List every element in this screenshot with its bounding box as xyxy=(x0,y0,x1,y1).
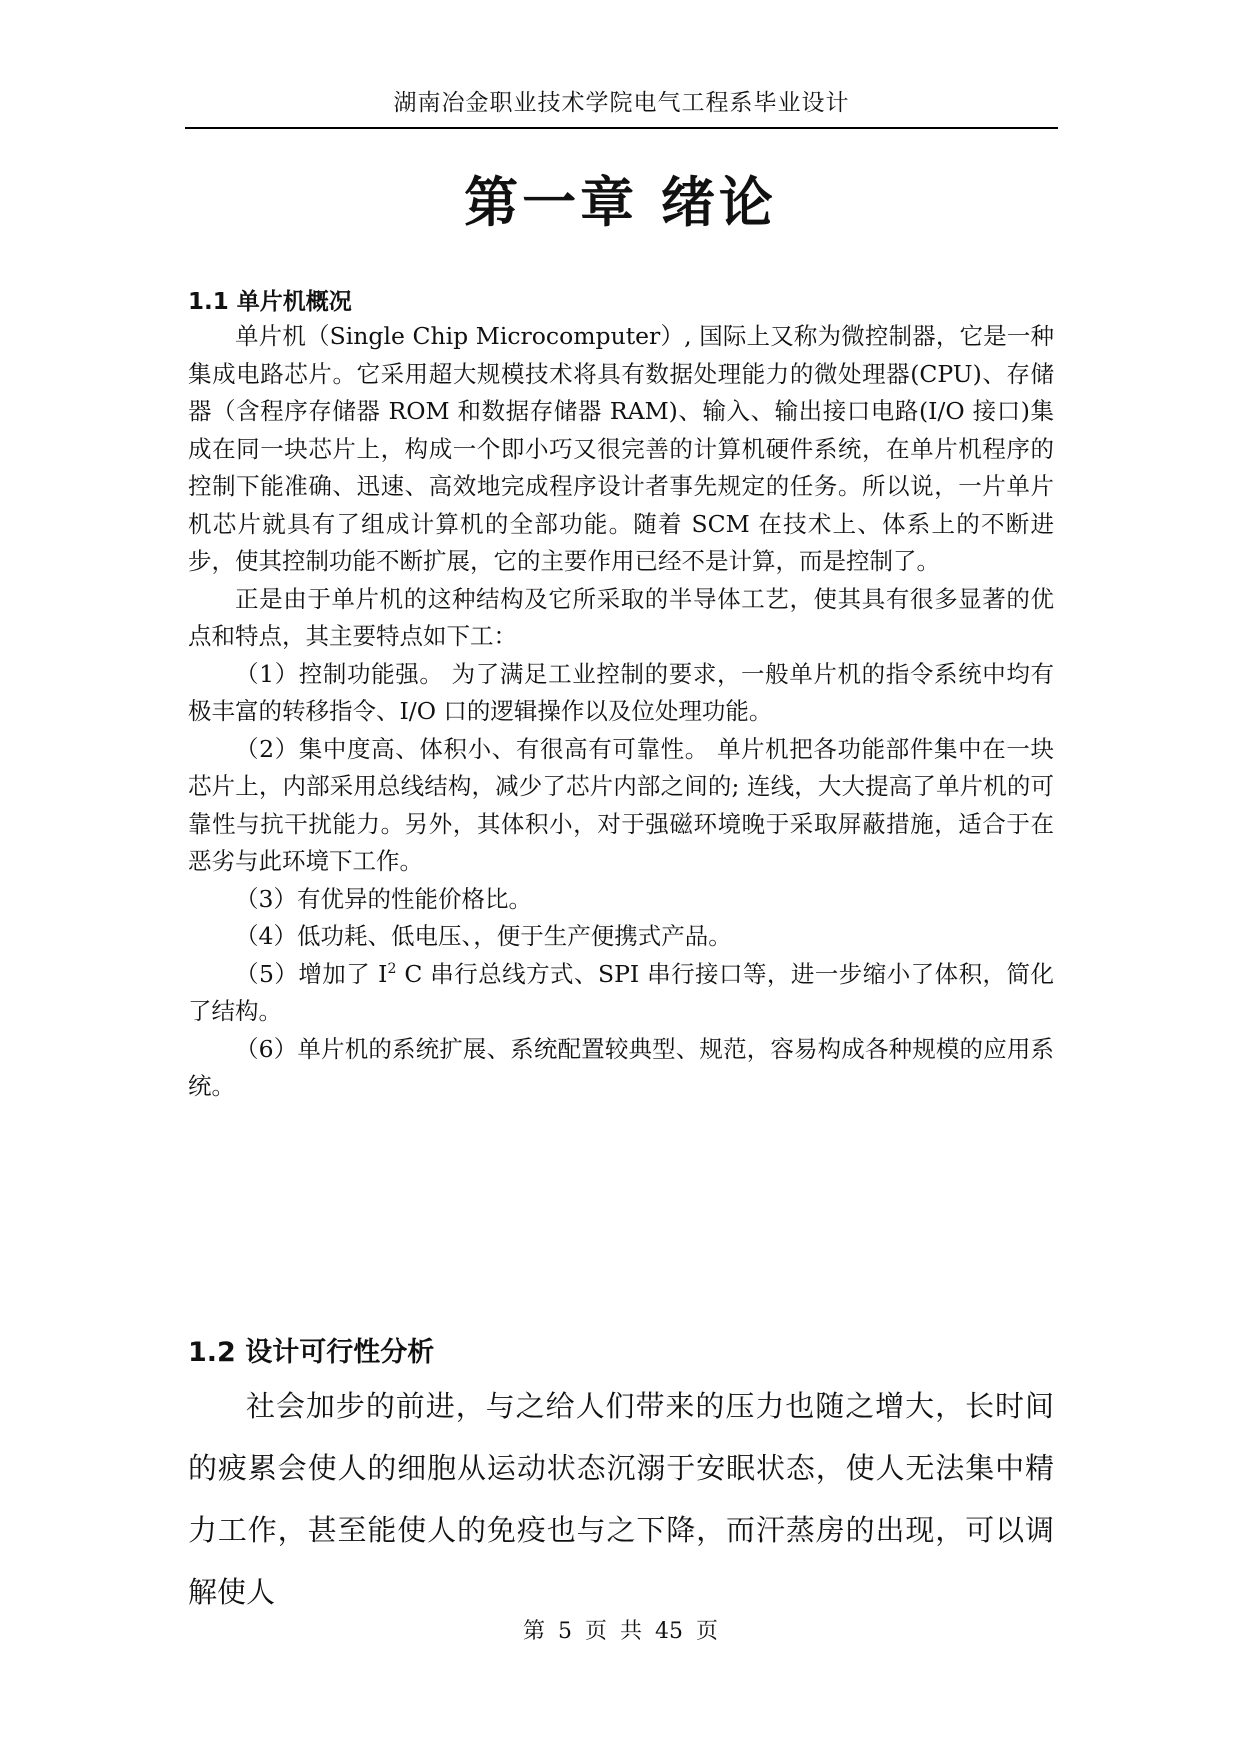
list-item: （6）单片机的系统扩展、系统配置较典型、规范，容易构成各种规模的应用系统。 xyxy=(188,1034,1054,1100)
list-item: （2）集中度高、体积小、有很高有可靠性。 单片机把各功能部件集中在一块芯片上，内部采用总线结构，减少了芯片内部之间的; 连线，大大提高了单片机的可靠性与抗干扰能力。另外，其体积小，对于强磁环境晚于采取屏蔽措施，适合于在恶劣与此环境下工作。 xyxy=(188,734,1054,875)
superscript: 2 xyxy=(387,960,397,977)
section-heading-1-2: 1.2 设计可行性分析 xyxy=(188,1337,435,1368)
item5-text-before: （5）增加了 I xyxy=(235,959,388,988)
list-item: （3）有优异的性能价格比。 xyxy=(235,884,532,913)
chapter-title: 第一章 绪论 xyxy=(464,171,777,234)
section-1-1-body xyxy=(188,318,1054,1106)
list-item: （4）低功耗、低电压、，便于生产便携式产品。 xyxy=(235,922,732,950)
section-1-2-body xyxy=(188,1375,1054,1623)
paragraph: 社会加步的前进，与之给人们带来的压力也随之增大，长时间的疲累会使人的细胞从运动状态沉溺于安眠状态，使人无法集中精力工作，甚至能使人的免疫也与之下降，而汗蒸房的出现，可以调解使人 xyxy=(188,1389,1054,1609)
section-heading-1-1: 1.1 单片机概况 xyxy=(188,289,352,315)
list-item xyxy=(188,956,1054,1031)
paragraph: 正是由于单片机的这种结构及它所采取的半导体工艺，使其具有很多显著的优点和特点，其主要特点如下工： xyxy=(188,584,1054,650)
item5-text-after: C 串行总线方式、SPI 串行接口等，进一步缩小了体积，简化了结构。 xyxy=(188,959,1054,1025)
list-item: （1）控制功能强。 为了满足工业控制的要求，一般单片机的指令系统中均有极丰富的转移指令、I/O 口的逻辑操作以及位处理功能。 xyxy=(188,659,1054,725)
page-header: 湖南冶金职业技术学院电气工程系毕业设计 xyxy=(185,84,1058,129)
paragraph: 单片机（Single Chip Microcomputer）, 国际上又称为微控制器，它是一种集成电路芯片。它采用超大规模技术将具有数据处理能力的微处理器(CPU)、存储器（含程序存储器 ROM 和数据存储器 RAM)、输入、输出接口电路(I/O 接口)集成在同一块芯片上，构成一个即小巧又很完善的计算机硬件系统，在单片机程序的控制下能准确、迅速、高效地完成程序设计者事先规定的任务。所以说，一片单片机芯片就具有了组成计算机的全部功能。随着 SCM 在技术上、体系上的不断进步，使其控制功能不断扩展，它的主要作用已经不是计算，而是控制了。 xyxy=(188,322,1054,575)
page-number: 第 5 页 共 45 页 xyxy=(523,1619,718,1644)
